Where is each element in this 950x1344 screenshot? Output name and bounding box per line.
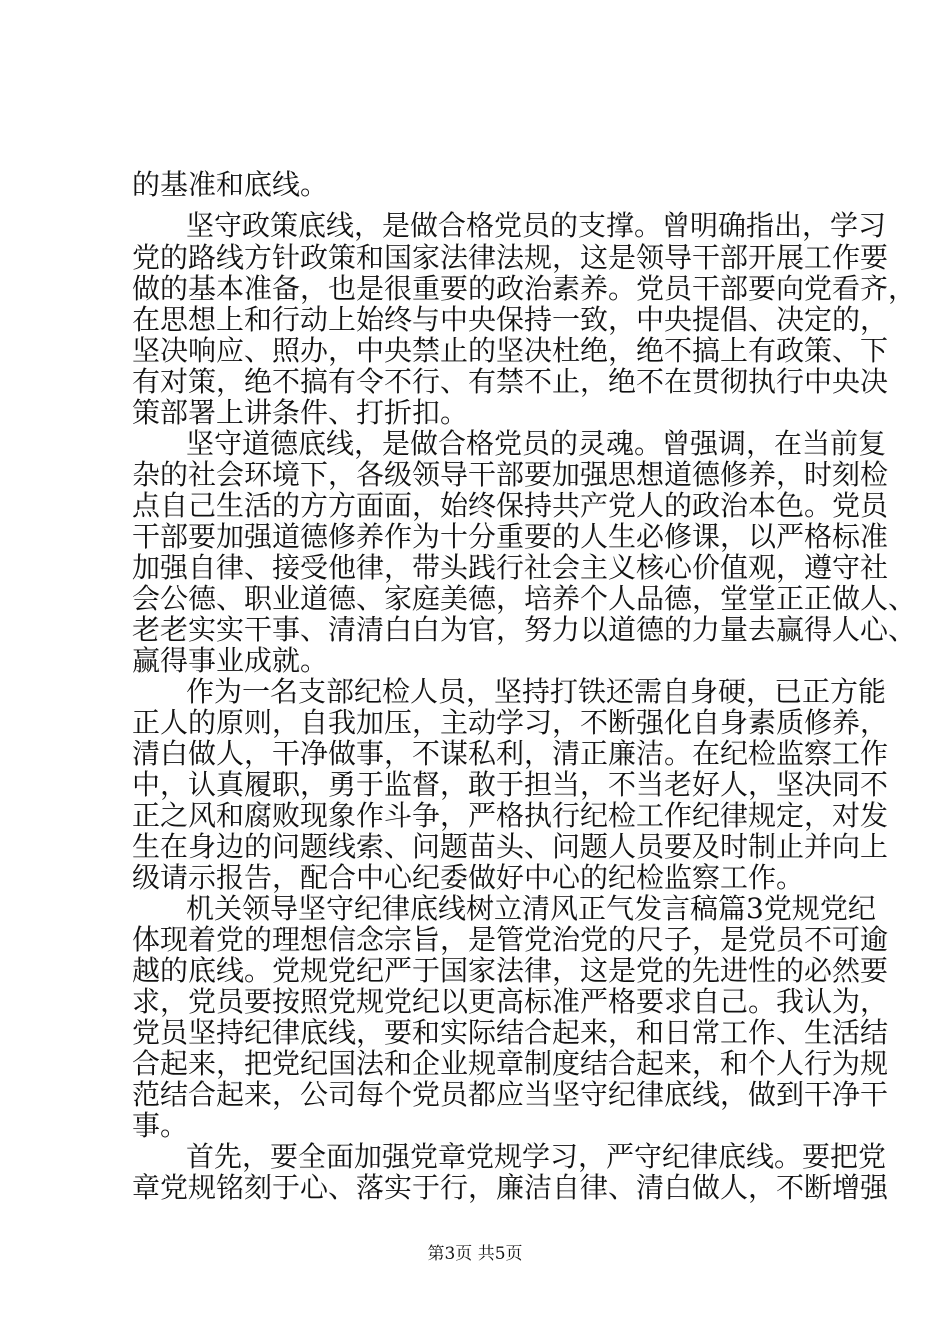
text-line: 清白做人，干净做事，不谋私利，清正廉洁。在纪检监察工作 bbox=[132, 737, 889, 770]
text-line: 加强自律、接受他律，带头践行社会主义核心价值观，遵守社 bbox=[132, 551, 889, 584]
text-line: 会公德、职业道德、家庭美德，培养个人品德，堂堂正正做人、 bbox=[132, 582, 917, 615]
text-line: 范结合起来，公司每个党员都应当坚守纪律底线，做到干净干 bbox=[132, 1078, 889, 1111]
text-line: 老老实实干事、清清白白为官，努力以道德的力量去赢得人心、 bbox=[132, 613, 917, 646]
text-line: 事。 bbox=[132, 1109, 189, 1142]
text-line: 正人的原则，自我加压，主动学习，不断强化自身素质修养， bbox=[132, 706, 889, 739]
text-line: 级请示报告，配合中心纪委做好中心的纪检监察工作。 bbox=[132, 861, 805, 894]
text-line: 点自己生活的方方面面，始终保持共产党人的政治本色。党员 bbox=[132, 489, 889, 522]
text-line: 机关领导坚守纪律底线树立清风正气发言稿篇3党规党纪 bbox=[186, 892, 876, 925]
text-line: 策部署上讲条件、打折扣。 bbox=[132, 396, 469, 429]
text-line: 干部要加强道德修养作为十分重要的人生必修课，以严格标准 bbox=[132, 520, 889, 553]
text-line: 的基准和底线。 bbox=[132, 168, 329, 201]
text-line: 越的底线。党规党纪严于国家法律，这是党的先进性的必然要 bbox=[132, 954, 889, 987]
text-line: 党的路线方针政策和国家法律法规，这是领导干部开展工作要 bbox=[132, 241, 889, 274]
text-line: 章党规铭刻于心、落实于行，廉洁自律、清白做人，不断增强 bbox=[132, 1171, 889, 1204]
text-line: 在思想上和行动上始终与中央保持一致，中央提倡、决定的， bbox=[132, 303, 889, 336]
text-line: 坚决响应、照办，中央禁止的坚决杜绝，绝不搞上有政策、下 bbox=[132, 334, 889, 367]
text-line: 体现着党的理想信念宗旨，是管党治党的尺子，是党员不可逾 bbox=[132, 923, 889, 956]
text-line: 坚守道德底线，是做合格党员的灵魂。曾强调，在当前复 bbox=[186, 427, 887, 460]
text-line: 首先，要全面加强党章党规学习，严守纪律底线。要把党 bbox=[186, 1140, 887, 1173]
text-line: 做的基本准备，也是很重要的政治素养。党员干部要向党看齐， bbox=[132, 272, 917, 305]
text-line: 党员坚持纪律底线，要和实际结合起来，和日常工作、生活结 bbox=[132, 1016, 889, 1049]
page-number: 第3页 共5页 bbox=[427, 1244, 523, 1264]
text-line: 生在身边的问题线索、问题苗头、问题人员要及时制止并向上 bbox=[132, 830, 889, 863]
text-line: 合起来，把党纪国法和企业规章制度结合起来，和个人行为规 bbox=[132, 1047, 889, 1080]
text-line: 求，党员要按照党规党纪以更高标准严格要求自己。我认为， bbox=[132, 985, 889, 1018]
text-line: 中，认真履职，勇于监督，敢于担当，不当老好人，坚决同不 bbox=[132, 768, 889, 801]
text-line: 坚守政策底线，是做合格党员的支撑。曾明确指出，学习 bbox=[186, 209, 887, 242]
text-line: 赢得事业成就。 bbox=[132, 644, 329, 677]
text-line: 作为一名支部纪检人员，坚持打铁还需自身硬，已正方能 bbox=[186, 675, 887, 708]
text-line: 有对策，绝不搞有令不行、有禁不止，绝不在贯彻执行中央决 bbox=[132, 365, 889, 398]
text-line: 正之风和腐败现象作斗争，严格执行纪检工作纪律规定，对发 bbox=[132, 799, 889, 832]
text-line: 杂的社会环境下，各级领导干部要加强思想道德修养，时刻检 bbox=[132, 458, 889, 491]
